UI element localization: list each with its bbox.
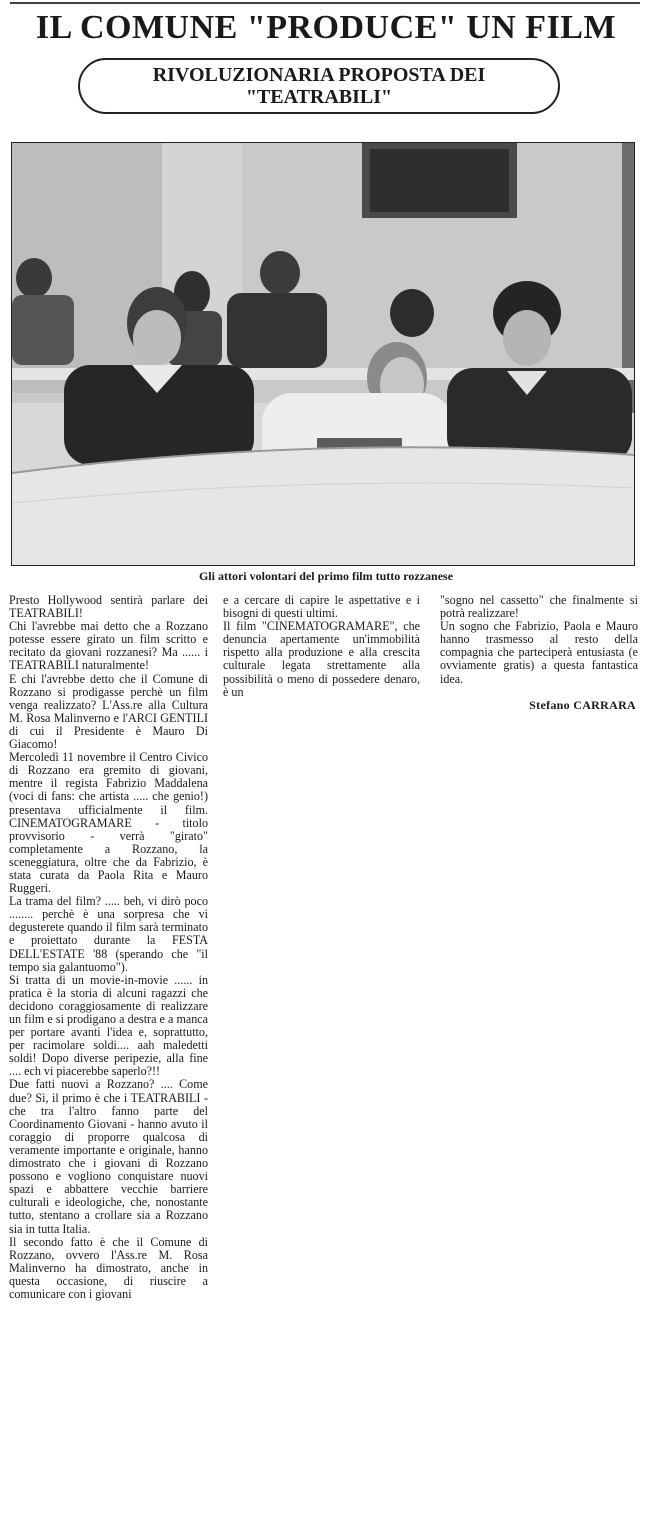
- paragraph: "sogno nel cassetto" che finalmente si potrà realizzare!: [440, 593, 638, 621]
- paragraph: Il secondo fatto è che il Comune di Rozzano, ovvero l'Ass.re M. Rosa Malinverno ha dimostrato, anche in questa occasione, di riuscire a comunicare con i giovani: [9, 1234, 208, 1301]
- paragraph: Un sogno che Fabrizio, Paola e Mauro hanno trasmesso al resto della compagnia che parteciperà entusiasta (e ovviamente gratis) a questa fantastica idea.: [440, 619, 638, 686]
- paragraph: e a cercare di capire le aspettative e i bisogni di questi ultimi.: [223, 593, 420, 621]
- paragraph: Si tratta di un movie-in-movie ...... in pratica è la storia di alcuni ragazzi che decidono coraggiosamente di realizzare un film e si prodigano a destra e a manca per portare avanti l'idea e, soprattutto, per racimolare soldi.... aah maledetti soldi! Dopo diverse peripezie, alla fine .... ech vi piacerebbe saperlo?!!: [9, 972, 208, 1079]
- headline: IL COMUNE "PRODUCE" UN FILM: [35, 9, 617, 46]
- paragraph: Due fatti nuovi a Rozzano? .... Come due? Sì, il primo è che i TEATRABILI - che tra l'altro fanno parte del Coordinamento Giovani - hanno avuto il coraggio di proporre qualcosa di veramente importante e originale, hanno dimostrato che i giovani di Rozzano possono e vogliono conquistare nuovi spazi e abbattere vecchie barriere culturali e ideologiche, che, nonostante tutto, stentano a crollare sia a Rozzano sia in tutta Italia.: [9, 1077, 208, 1236]
- article-column-2: [223, 594, 420, 699]
- paragraph: Mercoledì 11 novembre il Centro Civico di Rozzano era gremito di giovani, mentre il regista Fabrizio Maddalena (voci di fans: che artista ..... che genio!) presentava ufficialmente il film. CINEMATOGRAMARE - titolo provvisorio - verrà "girato" completamente a Rozzano, la sceneggiatura, oltre che da Fabrizio, è stata curata da Paola Rita e Mauro Ruggeri.: [9, 750, 208, 896]
- paragraph: Chi l'avrebbe mai detto che a Rozzano potesse essere girato un film scritto e recitato da giovani rozzanesi? Ma ...... i TEATRABILI naturalmente!: [9, 619, 208, 673]
- photo-caption: Gli attori volontari del primo film tutto rozzanese: [198, 569, 454, 583]
- article-column-3: [440, 594, 638, 686]
- article-column-1: [9, 594, 208, 1301]
- paragraph: La trama del film? ..... beh, vi dirò poco ........ perchè è una sorpresa che vi degusterete quando il film sarà terminato e proiettato durante la FESTA DELL'ESTATE '88 (sperando che "il tempo sia galantuomo").: [9, 894, 208, 974]
- subhead-box: [78, 58, 560, 114]
- paragraph: E chi l'avrebbe detto che il Comune di Rozzano si prodigasse perchè un film venga realizzato? L'Ass.re alla Cultura M. Rosa Malinverno e l'ARCI GENTILI di cui il Presidente è Mauro Di Giacomo!: [9, 671, 208, 752]
- subhead-line-1: RIVOLUZIONARIA PROPOSTA DEI: [152, 64, 486, 86]
- photo-illustration: [12, 143, 634, 565]
- top-rule: [10, 2, 640, 4]
- subhead-line-2: "TEATRABILI": [245, 86, 393, 108]
- article-photo: [11, 142, 635, 566]
- author-signature: Stefano CARRARA: [529, 698, 636, 712]
- paragraph: Il film "CINEMATOGRAMARE", che denuncia apertamente un'immobilità rispetto alla produzione e alla crescita culturale legata strettamente alla possibilità o meno di possedere denaro, è un: [223, 619, 420, 699]
- paragraph: Presto Hollywood sentirà parlare dei TEATRABILI!: [9, 593, 208, 621]
